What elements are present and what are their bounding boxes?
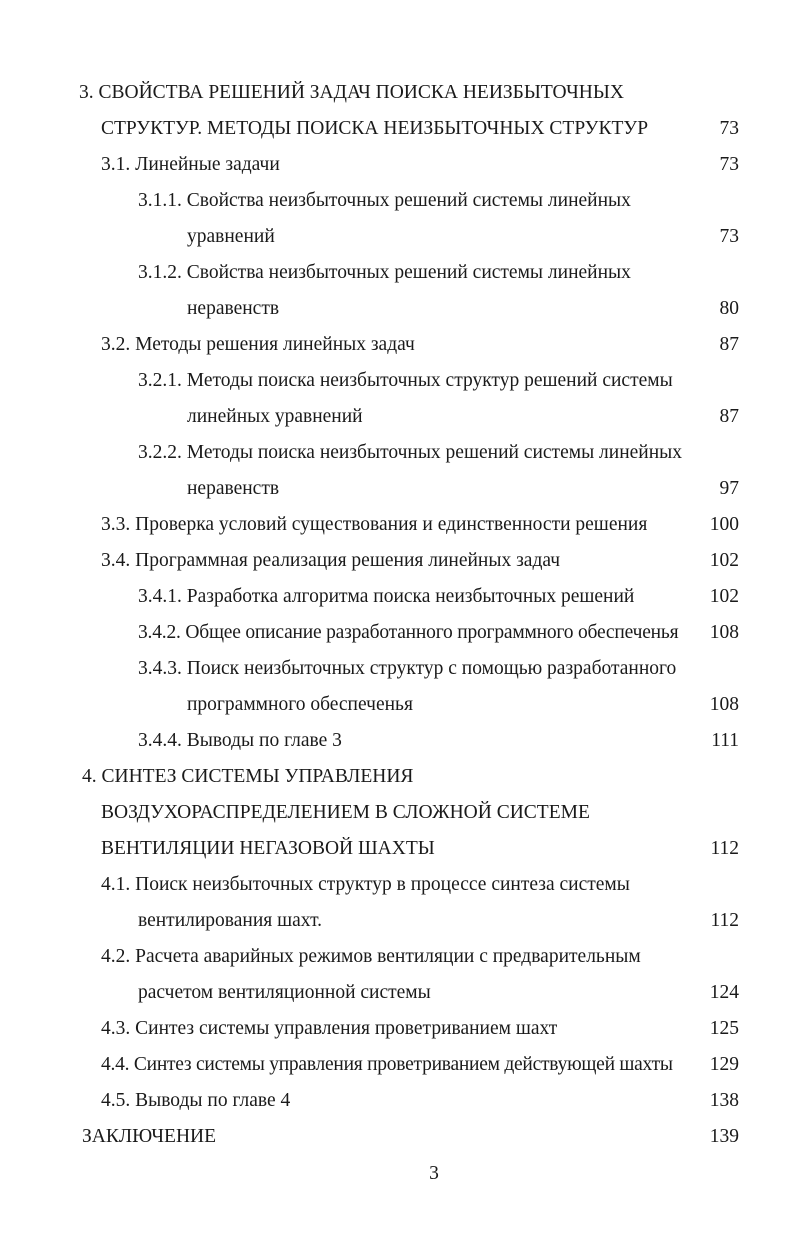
toc-section-3-4-1-page: 102 <box>709 586 739 607</box>
toc-section-4-2-line-1: 4.2. Расчета аварийных режимов вентиляции с предварительным <box>101 946 641 967</box>
toc-chapter-4-line-3: ВЕНТИЛЯЦИИ НЕГАЗОВОЙ ШАХТЫ <box>101 838 435 859</box>
toc-section-4-5: 4.5. Выводы по главе 4 <box>101 1090 291 1111</box>
toc-conclusion: ЗАКЛЮЧЕНИЕ <box>82 1126 217 1147</box>
toc-section-3-1-2-line-2: неравенств <box>187 298 280 319</box>
toc-section-4-3-page: 125 <box>709 1018 739 1039</box>
toc-chapter-3-line-1: 3. СВОЙСТВА РЕШЕНИЙ ЗАДАЧ ПОИСКА НЕИЗБЫТОЧНЫХ <box>79 82 624 103</box>
toc-section-3-1-1-page: 73 <box>719 226 739 247</box>
toc-section-3-1: 3.1. Линейные задачи <box>101 154 280 175</box>
toc-section-4-1-line-1: 4.1. Поиск неизбыточных структур в процессе синтеза системы <box>101 874 630 895</box>
toc-section-3-2-2-page: 97 <box>719 478 739 499</box>
toc-section-3-4-4-page: 111 <box>711 730 739 751</box>
toc-chapter-4-page: 112 <box>710 838 739 859</box>
toc-section-3-4-2-page: 108 <box>709 622 739 643</box>
toc-section-4-1-page: 112 <box>710 910 739 931</box>
toc-section-3-4-2: 3.4.2. Общее описание разработанного программного обеспеченья <box>138 622 679 643</box>
toc-section-4-3: 4.3. Синтез системы управления проветриванием шахт <box>101 1018 558 1039</box>
toc-section-3-2-2-line-1: 3.2.2. Методы поиска неизбыточных решений системы линейных <box>138 442 683 463</box>
toc-chapter-4-line-2: ВОЗДУХОРАСПРЕДЕЛЕНИЕМ В СЛОЖНОЙ СИСТЕМЕ <box>101 802 590 823</box>
toc-section-3-2-1-page: 87 <box>719 406 739 427</box>
toc-section-3-2-page: 87 <box>719 334 739 355</box>
toc-section-3-1-1-line-1: 3.1.1. Свойства неизбыточных решений системы линейных <box>138 190 631 211</box>
toc-chapter-3-page: 73 <box>719 118 739 139</box>
toc-section-3-4-1: 3.4.1. Разработка алгоритма поиска неизбыточных решений <box>138 586 635 607</box>
toc-section-3-4-3-line-1: 3.4.3. Поиск неизбыточных структур с помощью разработанного <box>138 658 677 679</box>
toc-chapter-3-line-2: СТРУКТУР. МЕТОДЫ ПОИСКА НЕИЗБЫТОЧНЫХ СТРУКТУР <box>101 118 649 139</box>
toc-section-3-4: 3.4. Программная реализация решения линейных задач <box>101 550 561 571</box>
toc-chapter-4-line-1: 4. СИНТЕЗ СИСТЕМЫ УПРАВЛЕНИЯ <box>82 766 414 787</box>
toc-section-4-4: 4.4. Синтез системы управления проветриванием действующей шахты <box>101 1054 673 1075</box>
toc-section-4-1-line-2: вентилирования шахт. <box>138 910 322 931</box>
toc-section-3-4-4: 3.4.4. Выводы по главе 3 <box>138 730 342 751</box>
page-number: 3 <box>429 1163 439 1184</box>
toc-section-3-4-3-line-2: программного обеспеченья <box>187 694 413 715</box>
toc-conclusion-page: 139 <box>709 1126 739 1147</box>
toc-section-3-1-2-line-1: 3.1.2. Свойства неизбыточных решений системы линейных <box>138 262 631 283</box>
toc-section-3-4-3-page: 108 <box>709 694 739 715</box>
toc-section-3-3-page: 100 <box>709 514 739 535</box>
toc-section-3-1-2-page: 80 <box>719 298 739 319</box>
toc-section-3-1-page: 73 <box>719 154 739 175</box>
toc-section-3-2-1-line-2: линейных уравнений <box>187 406 363 427</box>
toc-section-3-2-2-line-2: неравенств <box>187 478 280 499</box>
toc-section-4-5-page: 138 <box>709 1090 739 1111</box>
toc-section-4-4-page: 129 <box>709 1054 739 1075</box>
toc-section-4-2-line-2: расчетом вентиляционной системы <box>138 982 431 1003</box>
toc-section-3-3: 3.3. Проверка условий существования и единственности решения <box>101 514 648 535</box>
toc-section-3-1-1-line-2: уравнений <box>187 226 275 247</box>
toc-section-3-2-1-line-1: 3.2.1. Методы поиска неизбыточных структур решений системы <box>138 370 673 391</box>
toc-section-3-2: 3.2. Методы решения линейных задач <box>101 334 415 355</box>
toc-section-3-4-page: 102 <box>709 550 739 571</box>
toc-section-4-2-page: 124 <box>709 982 739 1003</box>
